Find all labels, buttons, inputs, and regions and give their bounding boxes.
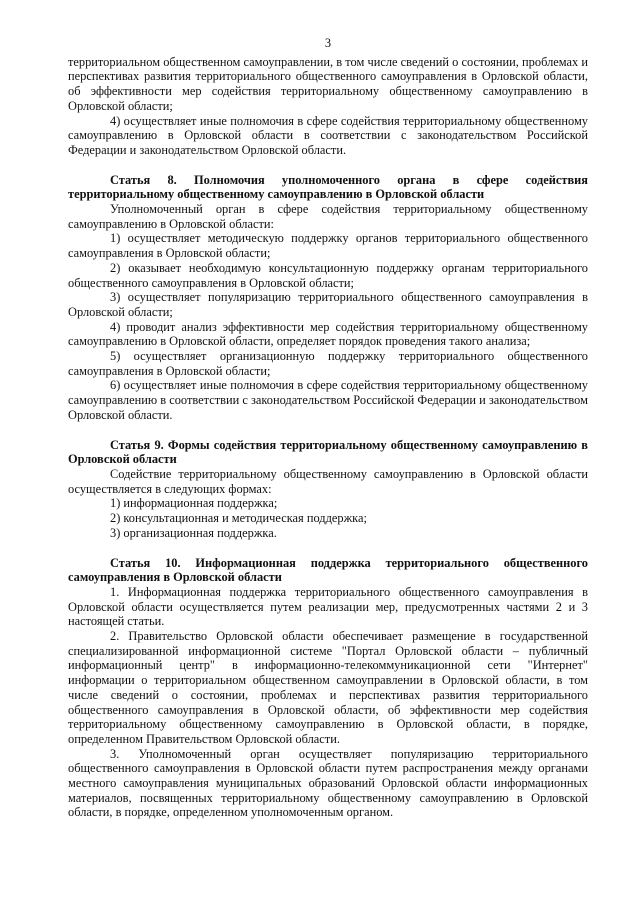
article-10-heading: Статья 10. Информационная поддержка территориального общественного самоуправления в Орловской области — [68, 555, 588, 585]
list-item: 4) осуществляет иные полномочия в сфере содействия территориальному общественному самоуправлению в Орловской области в соответствии с законодательством Российской Федерации и законодательством Орловской области. — [68, 113, 588, 157]
list-item: 2) консультационная и методическая поддержка; — [110, 511, 367, 526]
article-8-heading: Статья 8. Полномочия уполномоченного органа в сфере содействия территориальному общественному самоуправлению в Орловской области — [68, 172, 588, 202]
list-item: 1. Информационная поддержка территориального общественного самоуправления в Орловской области осуществляется путем реализации мер, предусмотренных частями 2 и 3 настоящей статьи. — [68, 584, 588, 629]
list-item: 2. Правительство Орловской области обеспечивает размещение в государственной специализированной информационной системе "Портал Орловской области – публичный информационный центр" в информационно-телекоммуникационной сети "Интернет" информации о территориальном общественном самоуправлении в Орловской области, в том числе сведений о состоянии, проблемах и перспективах развития территориального общественного самоуправления в Орловской области, об эффективности мер содействия территориальному общественному самоуправлению в Орловской области, в порядке, определенном Правительством Орловской области. — [68, 629, 588, 746]
list-item: 6) осуществляет иные полномочия в сфере содействия территориальному общественному самоуправлению в соответствии с законодательством Российской Федерации и законодательством Орловской области. — [68, 378, 588, 422]
list-item: 1) осуществляет методическую поддержку органов территориального общественного самоуправления в Орловской области; — [68, 231, 588, 261]
list-item: 4) проводит анализ эффективности мер содействия территориальному общественному самоуправлению в Орловской области, определяет порядок проведения такого анализа; — [68, 319, 588, 349]
article-9-intro: Содействие территориальному общественному самоуправлению в Орловской области осуществляется в следующих формах: — [68, 466, 588, 496]
continued-paragraph: территориальном общественном самоуправлении, в том числе сведений о состоянии, проблемах и перспективах развития территориального общественного самоуправления в Орловской области, об эффективности мер содействия территориальному общественному самоуправлению в Орловской области; — [68, 54, 588, 113]
page-number: 3 — [324, 36, 332, 50]
list-item: 3) осуществляет популяризацию территориального общественного самоуправления в Орловской области; — [68, 290, 588, 319]
list-item: 3) организационная поддержка. — [110, 525, 277, 540]
list-item: 5) осуществляет организационную поддержку территориального общественного самоуправления в Орловской области; — [68, 349, 588, 378]
list-item: 1) информационная поддержка; — [110, 496, 278, 511]
list-item: 2) оказывает необходимую консультационную поддержку органам территориального общественного самоуправления в Орловской области; — [68, 260, 588, 290]
article-8-intro: Уполномоченный орган в сфере содействия территориальному общественному самоуправлению в Орловской области: — [68, 202, 588, 231]
list-item: 3. Уполномоченный орган осуществляет популяризацию территориального общественного самоуправления в Орловской области путем распространения между органами местного самоуправления муниципальных образований Орловской области информационных материалов, посвященных территориальному общественному самоуправлению в Орловской области, в порядке, определенном уполномоченным органом. — [68, 746, 588, 820]
article-9-heading: Статья 9. Формы содействия территориальному общественному самоуправлению в Орловской области — [68, 437, 588, 467]
